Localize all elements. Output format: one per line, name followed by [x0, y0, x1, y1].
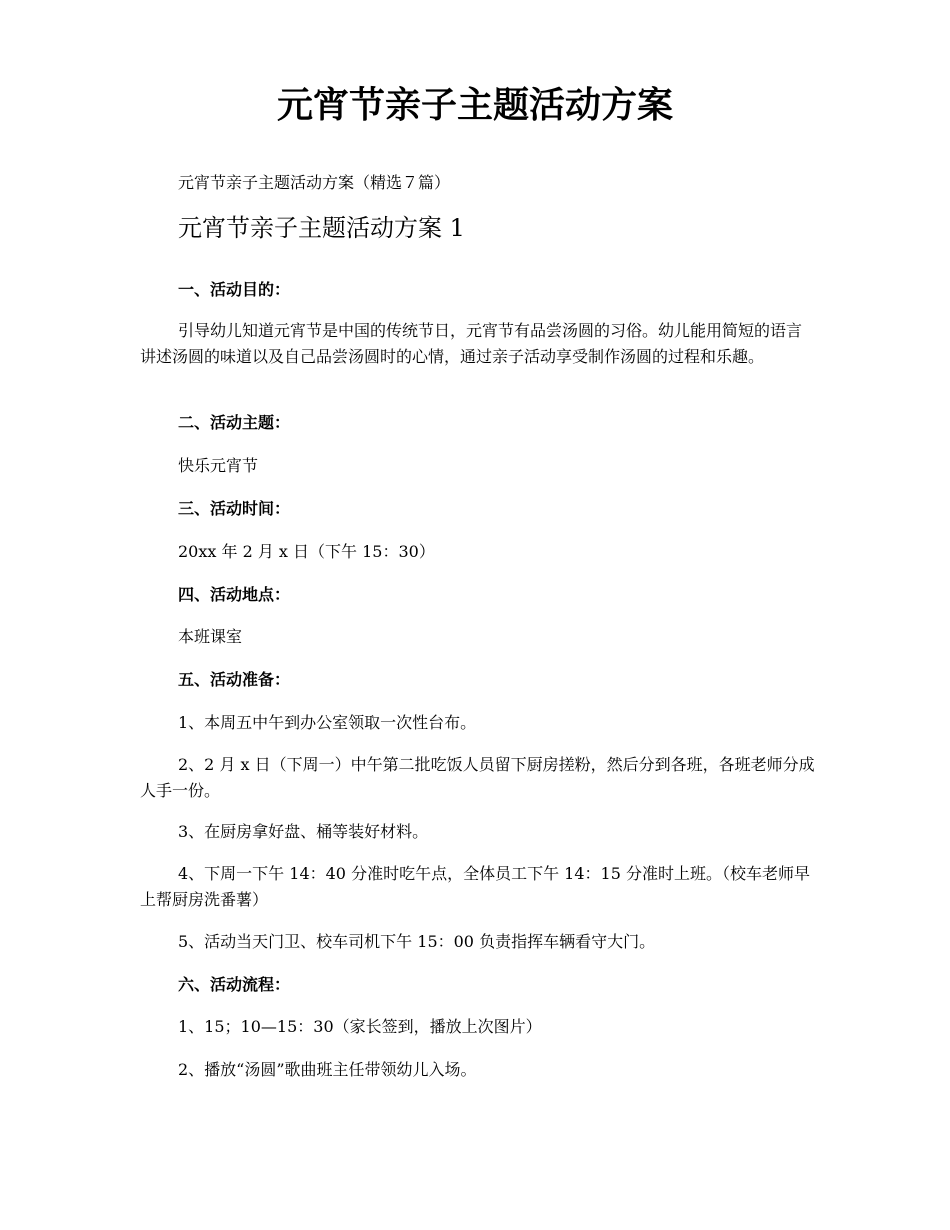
preparation-item: 4、下周一下午 14：40 分准时吃午点，全体员工下午 14：15 分准时上班。（校车老师早上帮厨房洗番薯） [140, 864, 810, 909]
document-title: 元宵节亲子主题活动方案 [276, 84, 673, 126]
preparation-heading: 五、活动准备： [178, 670, 291, 689]
preparation-item: 5、活动当天门卫、校车司机下午 15：00 负责指挥车辆看守大门。 [178, 932, 656, 951]
section-title: 元宵节亲子主题活动方案 1 [178, 214, 465, 242]
preparation-item: 2、2 月 x 日（下周一）中午第二批吃饭人员留下厨房搓粉，然后分到各班，各班老师分成人手一份。 [140, 755, 815, 800]
process-item: 2、播放“汤圆”歌曲班主任带领幼儿入场。 [178, 1060, 477, 1079]
place-heading: 四、活动地点： [178, 585, 291, 604]
place-text: 本班课室 [178, 627, 243, 646]
process-item: 1、15；10—15：30（家长签到，播放上次图片） [178, 1017, 542, 1036]
process-heading: 六、活动流程： [178, 975, 291, 994]
time-heading: 三、活动时间： [178, 499, 291, 518]
theme-text: 快乐元宵节 [178, 456, 259, 475]
theme-heading: 二、活动主题： [178, 413, 291, 432]
preparation-item: 1、本周五中午到办公室领取一次性台布。 [178, 713, 477, 732]
time-text: 20xx 年 2 月 x 日（下午 15：30） [178, 542, 435, 561]
purpose-text: 引导幼儿知道元宵节是中国的传统节日，元宵节有品尝汤圆的习俗。幼儿能用简短的语言讲述汤圆的味道以及自己品尝汤圆时的心情，通过亲子活动享受制作汤圆的过程和乐趣。 [140, 321, 803, 366]
document-subtitle: 元宵节亲子主题活动方案（精选７篇） [178, 173, 451, 192]
preparation-item: 3、在厨房拿好盘、桶等装好材料。 [178, 822, 429, 841]
purpose-heading: 一、活动目的： [178, 280, 291, 299]
